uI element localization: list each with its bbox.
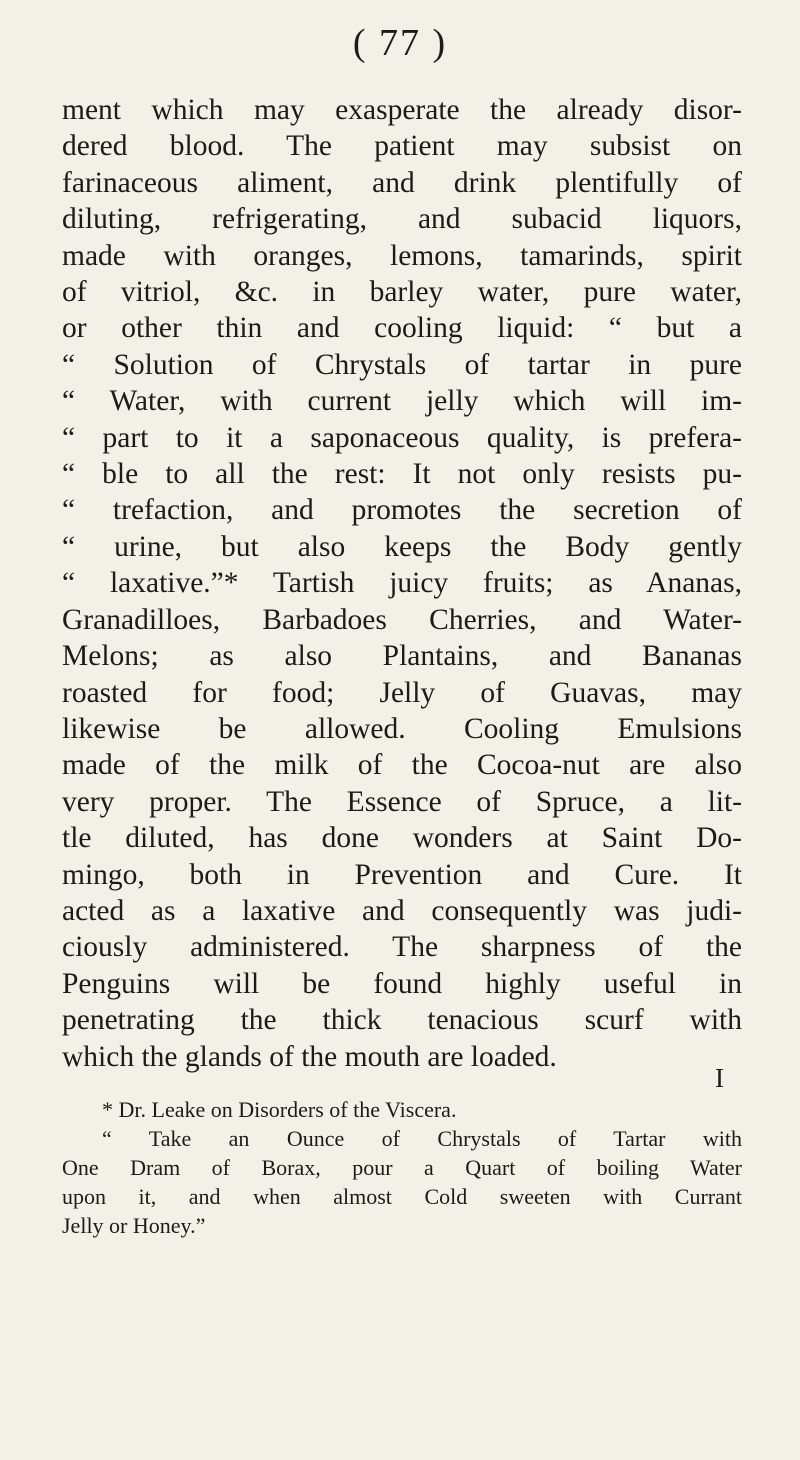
body-text <box>62 92 742 1075</box>
text-line: penetrating the thick tenacious scurf with <box>62 1004 742 1037</box>
text-line: of vitriol, &c. in barley water, pure water, <box>62 276 742 309</box>
text-line: “ Water, with current jelly which will im- <box>62 385 742 418</box>
text-line: very proper. The Essence of Spruce, a lit- <box>62 785 742 818</box>
text-line: “ ble to all the rest: It not only resists pu- <box>62 458 742 491</box>
text-line: farinaceous aliment, and drink plentifully of <box>62 166 742 199</box>
text-line: “ trefaction, and promotes the secretion of <box>62 494 742 527</box>
text-line: or other thin and cooling liquid: “ but a <box>62 312 742 345</box>
text-line: Penguins will be found highly useful in <box>62 967 742 1000</box>
text-line: Melons; as also Plantains, and Bananas <box>62 640 742 673</box>
text-line: “ urine, but also keeps the Body gently <box>62 530 742 563</box>
footnote-line: One Dram of Borax, pour a Quart of boiling Water <box>62 1155 742 1180</box>
footnote <box>62 1095 742 1240</box>
text-line: “ part to it a saponaceous quality, is prefera- <box>62 421 742 454</box>
catchword: I <box>715 1063 724 1093</box>
text-line: made of the milk of the Cocoa-nut are also <box>62 749 742 782</box>
footnote-line: Jelly or Honey.” <box>62 1213 206 1238</box>
text-line: made with oranges, lemons, tamarinds, spirit <box>62 239 742 272</box>
text-line: likewise be allowed. Cooling Emulsions <box>62 712 742 745</box>
text-line: diluting, refrigerating, and subacid liquors, <box>62 203 742 236</box>
text-line: tle diluted, has done wonders at Saint Do- <box>62 822 742 855</box>
text-line: Granadilloes, Barbadoes Cherries, and Water- <box>62 603 742 636</box>
footnote-line: “ Take an Ounce of Chrystals of Tartar with <box>102 1126 742 1151</box>
text-line: acted as a laxative and consequently was judi- <box>62 894 742 927</box>
text-line: ment which may exasperate the already disor- <box>62 94 742 126</box>
text-line: roasted for food; Jelly of Guavas, may <box>62 676 742 709</box>
text-line: “ Solution of Chrystals of tartar in pure <box>62 348 742 381</box>
text-line: which the glands of the mouth are loaded. <box>62 1040 557 1073</box>
footnote-citation: * Dr. Leake on Disorders of the Viscera. <box>102 1097 457 1122</box>
page-number: ( 77 ) <box>352 22 448 64</box>
footnote-line: upon it, and when almost Cold sweeten with Currant <box>62 1184 742 1209</box>
text-line: ciously administered. The sharpness of the <box>62 931 742 964</box>
text-line: mingo, both in Prevention and Cure. It <box>62 858 742 891</box>
text-line: dered blood. The patient may subsist on <box>62 130 742 163</box>
text-line: “ laxative.”* Tartish juicy fruits; as Ananas, <box>62 567 742 600</box>
